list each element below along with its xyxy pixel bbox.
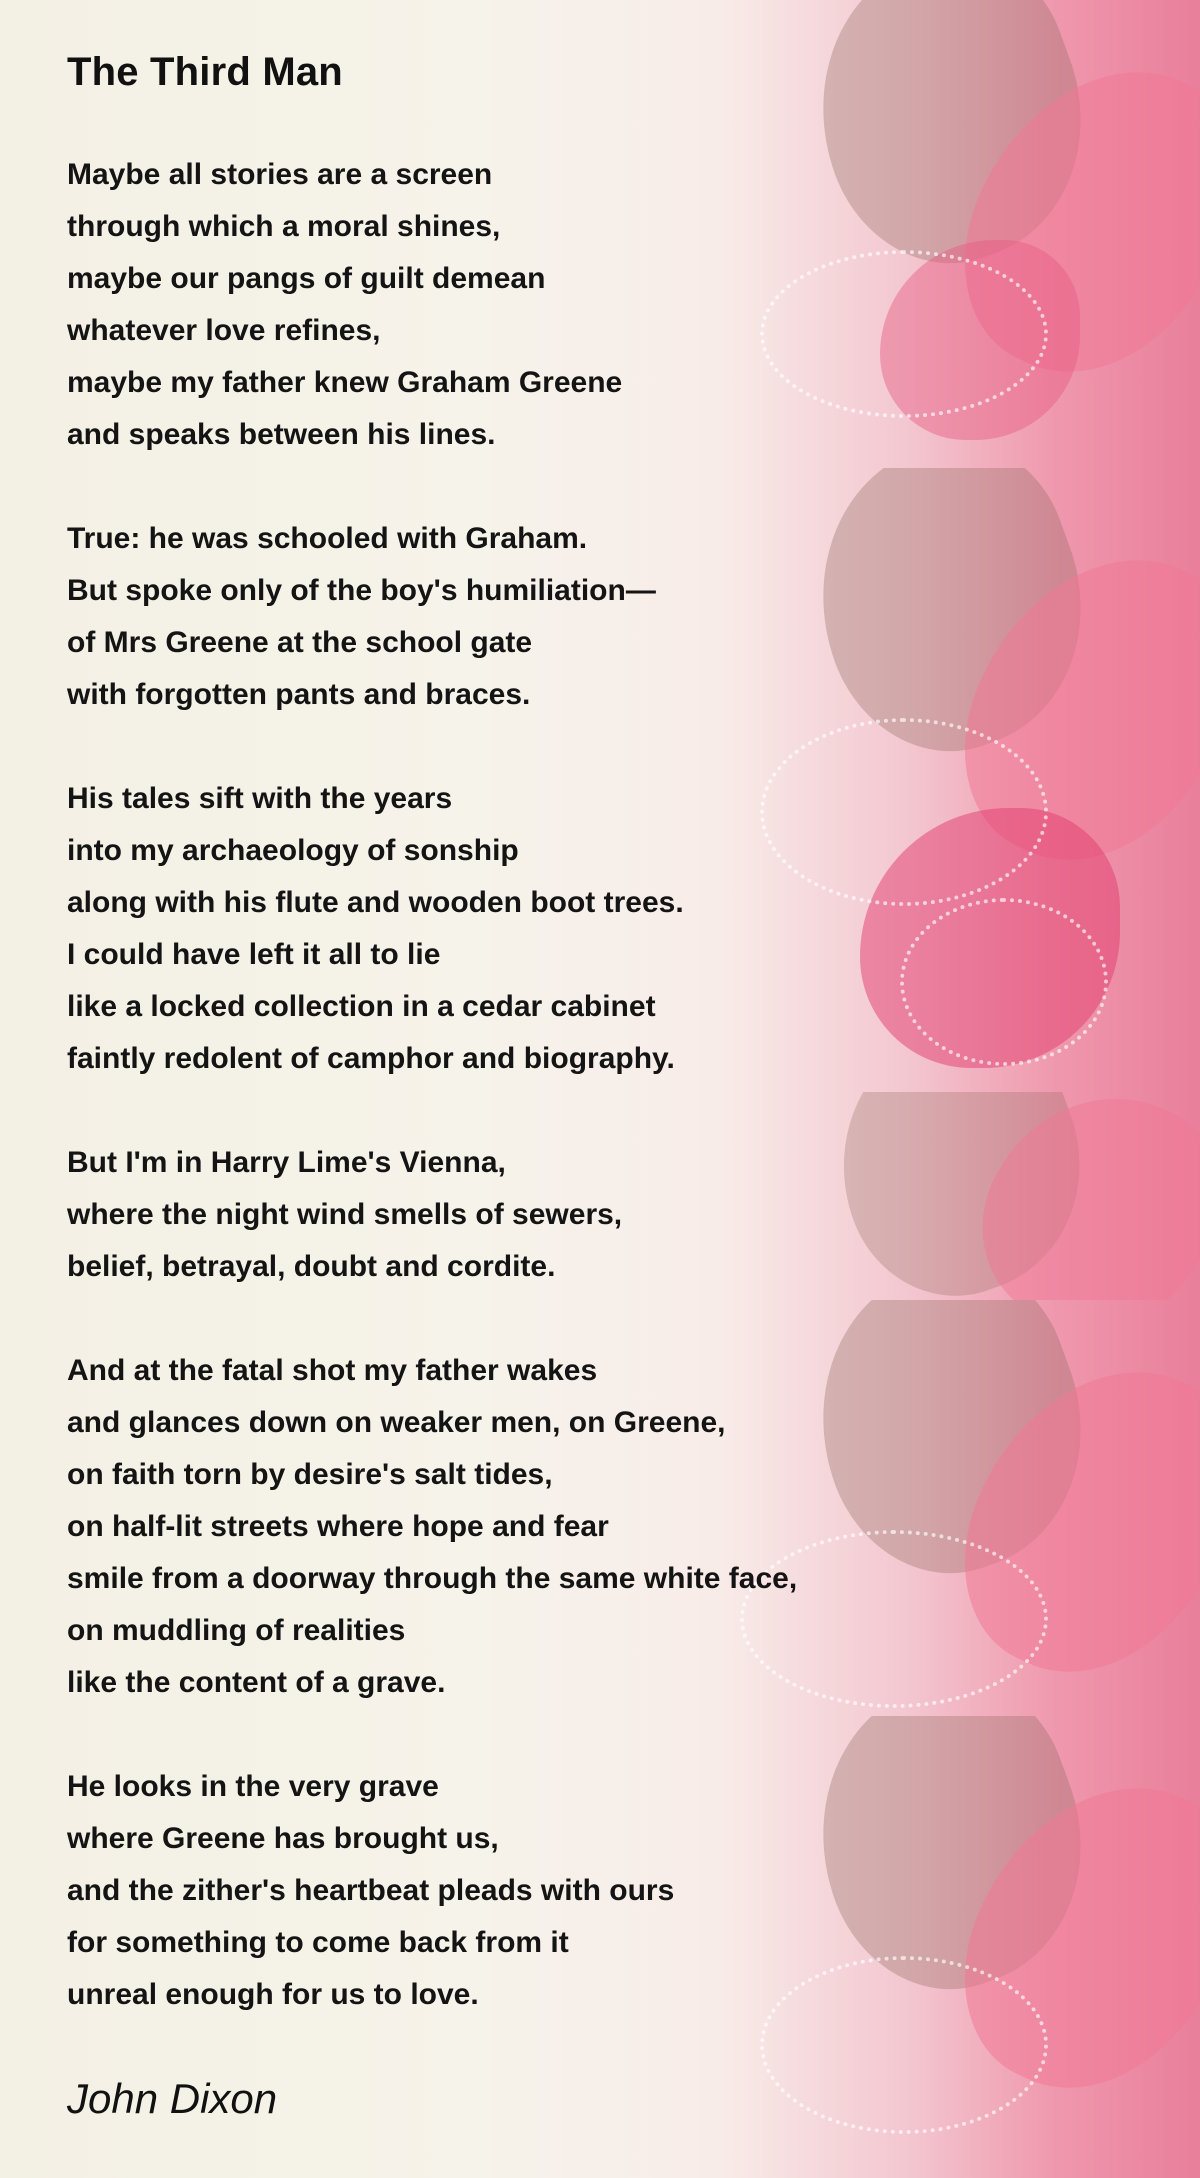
poem-line: But I'm in Harry Lime's Vienna, (67, 1146, 506, 1179)
background-petal (777, 1716, 1124, 2021)
background-petal (924, 1324, 1200, 1715)
poem-line: where the night wind smells of sewers, (67, 1198, 623, 1231)
background-dots (760, 250, 1048, 418)
stanza-1 (67, 149, 622, 461)
poem-line: on faith torn by desire's salt tides, (67, 1458, 553, 1491)
poem-line: and glances down on weaker men, on Greene, (67, 1406, 726, 1439)
background-petal (924, 24, 1200, 415)
stanza-5 (67, 1345, 797, 1709)
background-dots (760, 718, 1048, 906)
poem-line: like the content of a grave. (67, 1666, 446, 1699)
background-petal (777, 1300, 1124, 1605)
poem-line: whatever love refines, (67, 314, 381, 347)
poem-line: through which a moral shines, (67, 210, 501, 243)
poem-line: where Greene has brought us, (67, 1822, 499, 1855)
poem-line: I could have left it all to lie (67, 938, 441, 971)
stanza-2 (67, 513, 656, 721)
background-petal (803, 1092, 1117, 1300)
poem-line: Maybe all stories are a screen (67, 158, 493, 191)
poem-line: on half-lit streets where hope and fear (67, 1510, 609, 1543)
poem-line: for something to come back from it (67, 1926, 569, 1959)
poem-line: on muddling of realities (67, 1614, 406, 1647)
poem-author: John Dixon (67, 2075, 278, 2122)
poem-line: and the zither's heartbeat pleads with ours (67, 1874, 675, 1907)
poem-line: and speaks between his lines. (67, 418, 496, 451)
poem-line: of Mrs Greene at the school gate (67, 626, 533, 659)
background-dots (900, 898, 1108, 1066)
background-petal (777, 0, 1124, 295)
stanza-3 (67, 773, 684, 1085)
poem-line: faintly redolent of camphor and biography. (67, 1042, 675, 1075)
poem-title: The Third Man (67, 50, 343, 94)
poem-line: with forgotten pants and braces. (67, 678, 531, 711)
poem-line: maybe our pangs of guilt demean (67, 262, 546, 295)
poem-line: like a locked collection in a cedar cabinet (67, 990, 656, 1023)
background-dots (760, 1956, 1048, 2134)
poem-line: smile from a doorway through the same white face, (67, 1562, 798, 1595)
poem-line: belief, betrayal, doubt and cordite. (67, 1250, 556, 1283)
poem-line: He looks in the very grave (67, 1770, 439, 1803)
poem-line: And at the fatal shot my father wakes (67, 1354, 598, 1387)
background-petal (924, 1740, 1200, 2131)
background-petal (924, 512, 1200, 903)
background-petal (777, 468, 1124, 783)
poem-line: But spoke only of the boy's humiliation— (67, 574, 656, 607)
background-petal (880, 240, 1080, 440)
stanza-6 (67, 1761, 674, 2021)
poem-line: True: he was schooled with Graham. (67, 522, 588, 555)
poem-line: His tales sift with the years (67, 782, 453, 815)
background-petal (860, 808, 1120, 1068)
background-petal (950, 1092, 1200, 1300)
poem-line: maybe my father knew Graham Greene (67, 366, 623, 399)
poem-line: along with his flute and wooden boot trees. (67, 886, 684, 919)
stanza-4 (67, 1137, 622, 1293)
poem-line: into my archaeology of sonship (67, 834, 519, 867)
poem-line: unreal enough for us to love. (67, 1978, 479, 2011)
